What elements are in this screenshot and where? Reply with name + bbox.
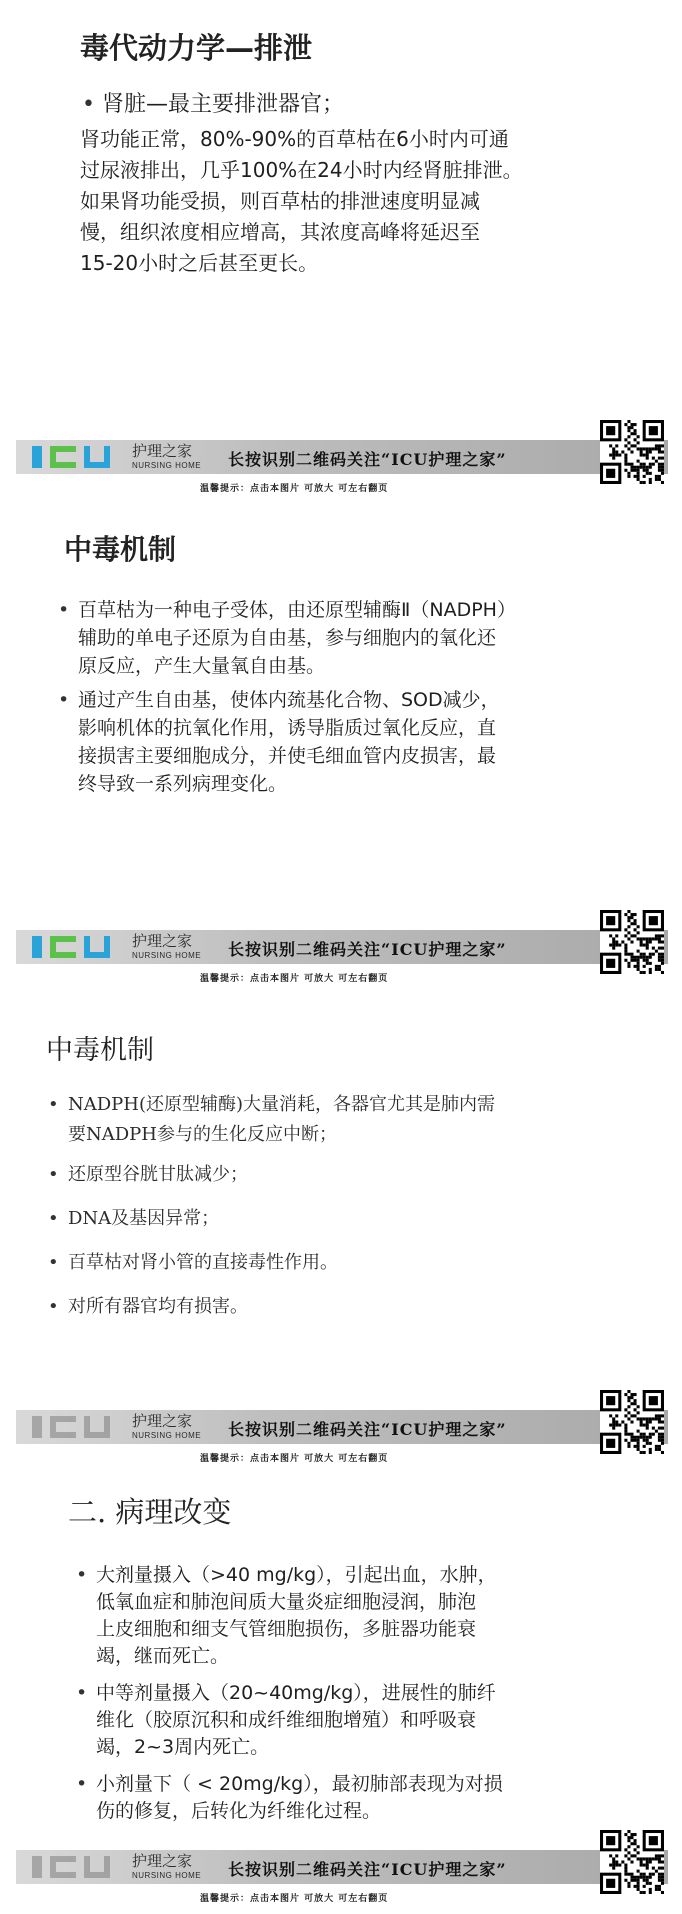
bullet-line: 上皮细胞和细支气管细胞损伤，多脏器功能衰 [96, 1618, 477, 1640]
slide-excretion [0, 0, 682, 420]
slide-title: 毒代动力学—排泄 [80, 31, 313, 65]
paragraph [80, 124, 670, 279]
bullet-line: • 大剂量摄入（>40 mg/kg），引起出血，水肿， [96, 1564, 497, 1586]
bullet-item [74, 1680, 670, 1761]
bullet-item [46, 1204, 666, 1234]
bullet-item [46, 1090, 666, 1150]
qr-code-icon[interactable] [600, 1830, 664, 1894]
banner-tip: 温馨提示：点击本图片 可放大 可左右翻页 [200, 484, 389, 494]
bullet-line: • 百草枯为一种电子受体，由还原型辅酶Ⅱ（NADPH） [78, 599, 516, 621]
icu-logo [32, 1856, 112, 1878]
slide-title: 二. 病理改变 [68, 1495, 232, 1529]
slide-title: 中毒机制 [46, 1035, 154, 1066]
banner-slogan: 长按识别二维码关注“ICU护理之家” [228, 940, 507, 959]
bullet-item [56, 596, 668, 680]
brand-name-en: NURSING HOME [132, 951, 202, 960]
bullet-line: • 通过产生自由基，使体内巯基化合物、SOD减少， [78, 689, 500, 711]
bullet-line: • 还原型谷胱甘肽减少； [68, 1164, 248, 1185]
banner-tip: 温馨提示：点击本图片 可放大 可左右翻页 [200, 974, 389, 984]
brand-name: 护理之家 [132, 1852, 193, 1870]
bullet-line: • 小剂量下（ < 20mg/kg），最初肺部表现为对损 [96, 1773, 503, 1795]
brand-name: 护理之家 [132, 1412, 193, 1430]
bullet-list [74, 1562, 670, 1825]
slide-pathology [0, 1470, 682, 1870]
bullet-line: 伤的修复，后转化为纤维化过程。 [96, 1800, 382, 1822]
watermark-banner[interactable] [0, 904, 682, 994]
bullet-line: 原反应，产生大量氧自由基。 [78, 655, 326, 677]
slide-mechanism-2 [0, 990, 682, 1390]
bullet-item [74, 1562, 670, 1670]
bullet-line: 终导致一系列病理变化。 [78, 773, 288, 795]
bullet-list [56, 596, 668, 798]
bullet-line: • 百草枯对肾小管的直接毒性作用。 [68, 1252, 338, 1273]
qr-code-icon[interactable] [600, 1390, 664, 1454]
bullet-item [46, 1292, 666, 1322]
paragraph-line: 慢，组织浓度相应增高，其浓度高峰将延迟至 [80, 220, 480, 244]
bullet-line: • 中等剂量摄入（20~40mg/kg），进展性的肺纤 [96, 1682, 496, 1704]
icu-logo [32, 446, 112, 468]
paragraph-line: 如果肾功能受损，则百草枯的排泄速度明显减 [80, 189, 480, 213]
watermark-banner[interactable] [0, 1824, 682, 1914]
brand-name: 护理之家 [132, 442, 193, 460]
brand-name: 护理之家 [132, 932, 193, 950]
banner-slogan: 长按识别二维码关注“ICU护理之家” [228, 1420, 507, 1439]
watermark-banner[interactable] [0, 1384, 682, 1474]
bullet-item [56, 686, 668, 798]
brand-name-en: NURSING HOME [132, 1871, 202, 1880]
icu-logo [32, 1416, 112, 1438]
bullet-line: 影响机体的抗氧化作用，诱导脂质过氧化反应，直 [78, 717, 497, 739]
bullet-line: 辅助的单电子还原为自由基，参与细胞内的氧化还 [78, 627, 497, 649]
bullet-line: 接损害主要细胞成分，并使毛细血管内皮损害，最 [78, 745, 497, 767]
bullet-list [80, 90, 660, 120]
bullet-line: • 对所有器官均有损害。 [68, 1296, 248, 1317]
bullet-line: 低氧血症和肺泡间质大量炎症细胞浸润，肺泡 [96, 1591, 477, 1613]
banner-slogan: 长按识别二维码关注“ICU护理之家” [228, 450, 507, 469]
bullet-line: 维化（胶原沉积和成纤维细胞增殖）和呼吸衰 [96, 1709, 477, 1731]
bullet-item: • 肾脏—最主要排泄器官； [80, 90, 660, 120]
bullet-item [74, 1771, 670, 1825]
paragraph-line: 15-20小时之后甚至更长。 [80, 251, 319, 275]
bullet-list [46, 1090, 666, 1322]
banner-tip: 温馨提示：点击本图片 可放大 可左右翻页 [200, 1894, 389, 1904]
banner-slogan: 长按识别二维码关注“ICU护理之家” [228, 1860, 507, 1879]
bullet-line: • NADPH(还原型辅酶)大量消耗，各器官尤其是肺内需 [68, 1094, 496, 1115]
qr-code-icon[interactable] [600, 910, 664, 974]
brand-name-en: NURSING HOME [132, 461, 202, 470]
bullet-line: • DNA及基因异常； [68, 1208, 220, 1229]
bullet-line: 竭，继而死亡。 [96, 1645, 230, 1667]
bullet-line: 竭，2~3周内死亡。 [96, 1736, 270, 1758]
bullet-item [46, 1248, 666, 1278]
brand-name-en: NURSING HOME [132, 1431, 202, 1440]
banner-tip: 温馨提示：点击本图片 可放大 可左右翻页 [200, 1454, 389, 1464]
watermark-banner[interactable] [0, 414, 682, 504]
slide-mechanism-1 [0, 500, 682, 900]
paragraph-line: 肾功能正常，80%-90%的百草枯在6小时内可通 [80, 127, 509, 151]
bullet-item [46, 1160, 666, 1190]
paragraph-line: 过尿液排出，几乎100%在24小时内经肾脏排泄。 [80, 158, 523, 182]
slide-title: 中毒机制 [64, 533, 177, 566]
icu-logo [32, 936, 112, 958]
bullet-line: 要NADPH参与的生化反应中断； [68, 1124, 337, 1145]
qr-code-icon[interactable] [600, 420, 664, 484]
